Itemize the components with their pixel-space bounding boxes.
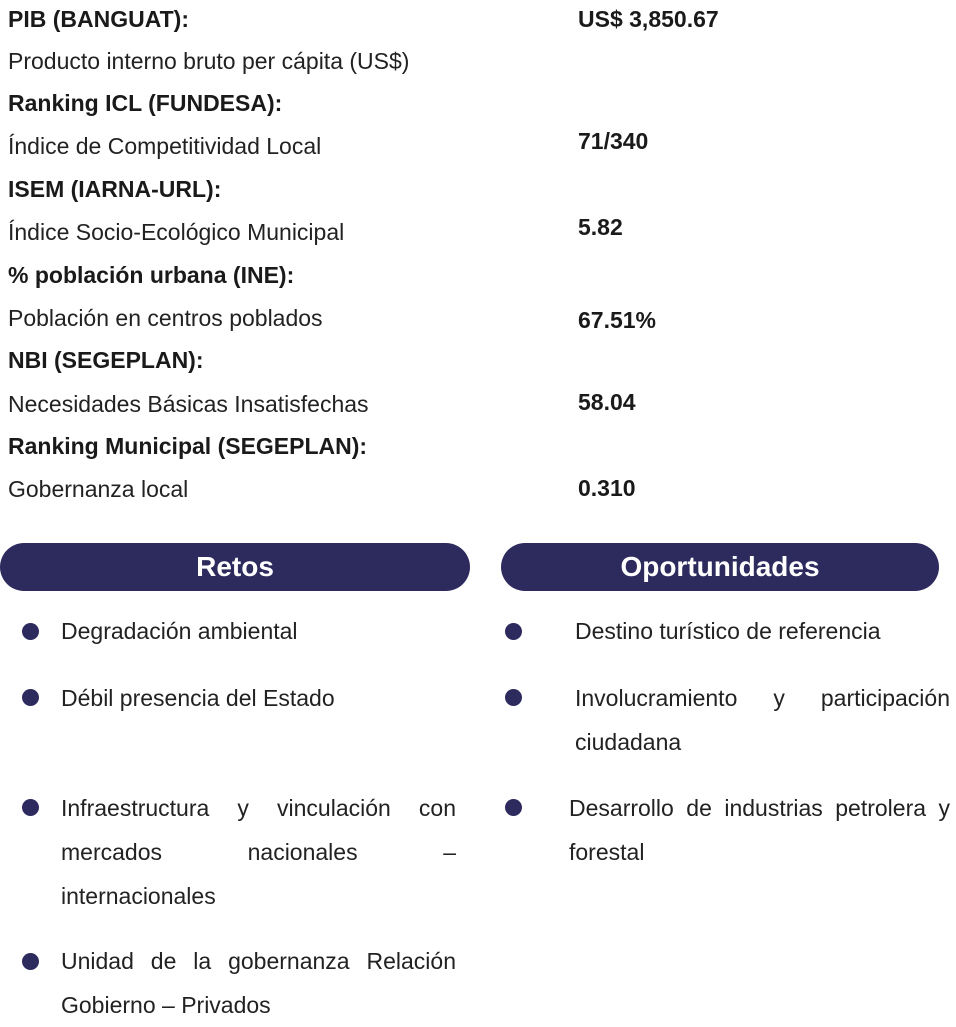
ranking-municipal-heading: Ranking Municipal (SEGEPLAN): bbox=[8, 433, 368, 459]
icl-value: 71/340 bbox=[578, 128, 649, 154]
bullet-dot-icon bbox=[22, 953, 39, 970]
pib-value: US$ 3,850.67 bbox=[578, 6, 719, 32]
retos-header: Retos bbox=[0, 543, 470, 591]
bullet-dot-icon bbox=[505, 689, 522, 706]
urban-population-value: 67.51% bbox=[578, 307, 657, 333]
nbi-heading: NBI (SEGEPLAN): bbox=[8, 347, 204, 373]
reto-text: Débil presencia del Estado bbox=[61, 685, 335, 711]
pib-heading: PIB (BANGUAT): bbox=[8, 6, 189, 32]
ranking-municipal-description: Gobernanza local bbox=[8, 476, 189, 502]
nbi-description: Necesidades Básicas Insatisfechas bbox=[8, 391, 369, 417]
bullet-dot-icon bbox=[505, 623, 522, 640]
bullet-dot-icon bbox=[505, 799, 522, 816]
isem-value: 5.82 bbox=[578, 214, 623, 240]
reto-text: Degradación ambiental bbox=[61, 618, 298, 644]
isem-description: Índice Socio-Ecológico Municipal bbox=[8, 219, 345, 245]
oportunidad-text: Destino turístico de referencia bbox=[575, 618, 881, 644]
oportunidades-header: Oportunidades bbox=[501, 543, 939, 591]
oportunidad-text: Desarrollo de industrias petrolera y forestal bbox=[569, 795, 950, 865]
reto-text: Infraestructura y vinculación con mercados nacionales – internacionales bbox=[61, 795, 456, 909]
oportunidad-text: Involucramiento y participación ciudadana bbox=[575, 685, 950, 755]
bullet-dot-icon bbox=[22, 689, 39, 706]
isem-heading: ISEM (IARNA-URL): bbox=[8, 176, 222, 202]
bullet-dot-icon bbox=[22, 799, 39, 816]
urban-population-description: Población en centros poblados bbox=[8, 305, 323, 331]
bullet-dot-icon bbox=[22, 623, 39, 640]
icl-description: Índice de Competitividad Local bbox=[8, 133, 322, 159]
pib-description: Producto interno bruto per cápita (US$) bbox=[8, 48, 410, 74]
reto-text: Unidad de la gobernanza Relación Gobierno – Privados bbox=[61, 948, 456, 1018]
ranking-municipal-value: 0.310 bbox=[578, 475, 636, 501]
nbi-value: 58.04 bbox=[578, 389, 636, 415]
icl-heading: Ranking ICL (FUNDESA): bbox=[8, 90, 283, 116]
urban-population-heading: % población urbana (INE): bbox=[8, 262, 295, 288]
